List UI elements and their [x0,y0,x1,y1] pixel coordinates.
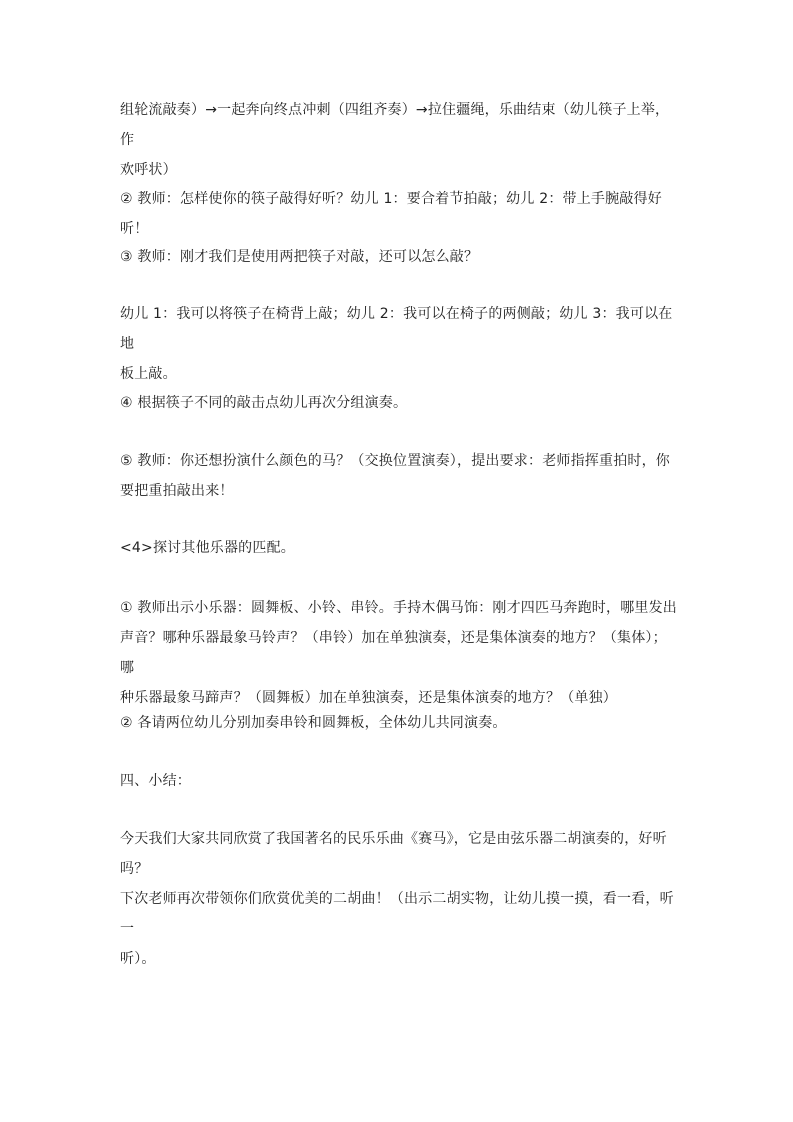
text-line: 组轮流敲奏）→一起奔向终点冲刺（四组齐奏）→拉住疆绳，乐曲结束（幼儿筷子上举，作 [120,102,670,148]
paragraph-summary [120,824,680,974]
text-line: 欢呼状） [120,162,177,178]
paragraph-instruments-step-2 [120,708,680,738]
paragraph-step-5 [120,446,680,506]
text-line: 幼儿 1：我可以将筷子在椅背上敲；幼儿 2：我可以在椅子的两侧敲；幼儿 3：我可以在地 [120,306,673,352]
section-heading-instruments [120,533,680,563]
text-line: ④ 根据筷子不同的敲击点幼儿再次分组演奏。 [120,395,408,411]
paragraph-race-finale [120,95,680,185]
paragraph-step-4 [120,388,680,418]
paragraph-children-answers [120,299,680,389]
text-line: 听）。 [120,951,156,967]
paragraph-step-3 [120,242,680,272]
paragraph-instruments-step-1 [120,593,680,713]
text-line: <4>探讨其他乐器的匹配。 [120,540,295,556]
text-line: 板上敲。 [120,366,177,382]
text-line: 四、小结： [120,773,191,789]
text-line: 要把重拍敲出来！ [120,483,234,499]
text-line: 种乐器最象马蹄声？（圆舞板）加在单独演奏，还是集体演奏的地方？（单独） [120,690,617,706]
text-line: ⑤ 教师：你还想扮演什么颜色的马？（交换位置演奏），提出要求：老师指挥重拍时，你 [120,453,670,469]
text-line: 声音？哪种乐器最象马铃声？（串铃）加在单独演奏，还是集体演奏的地方？（集体）；哪 [120,630,667,676]
text-line: ② 各请两位幼儿分别加奏串铃和圆舞板，全体幼儿共同演奏。 [120,715,507,731]
text-line: ① 教师出示小乐器：圆舞板、小铃、串铃。手持木偶马饰：刚才四匹马奔跑时，哪里发出 [120,600,677,616]
section-heading-summary [120,766,680,796]
text-line: ② 教师：怎样使你的筷子敲得好听？幼儿 1：要合着节拍敲；幼儿 2：带上手腕敲得好听！ [120,191,662,237]
text-line: 今天我们大家共同欣赏了我国著名的民乐乐曲《赛马》，它是由弦乐器二胡演奏的，好听吗？ [120,831,667,877]
text-line: ③ 教师：刚才我们是使用两把筷子对敲，还可以怎么敲？ [120,249,479,265]
text-line: 下次老师再次带领你们欣赏优美的二胡曲！（出示二胡实物，让幼儿摸一摸，看一看，听一 [120,891,674,937]
paragraph-step-2 [120,184,680,244]
